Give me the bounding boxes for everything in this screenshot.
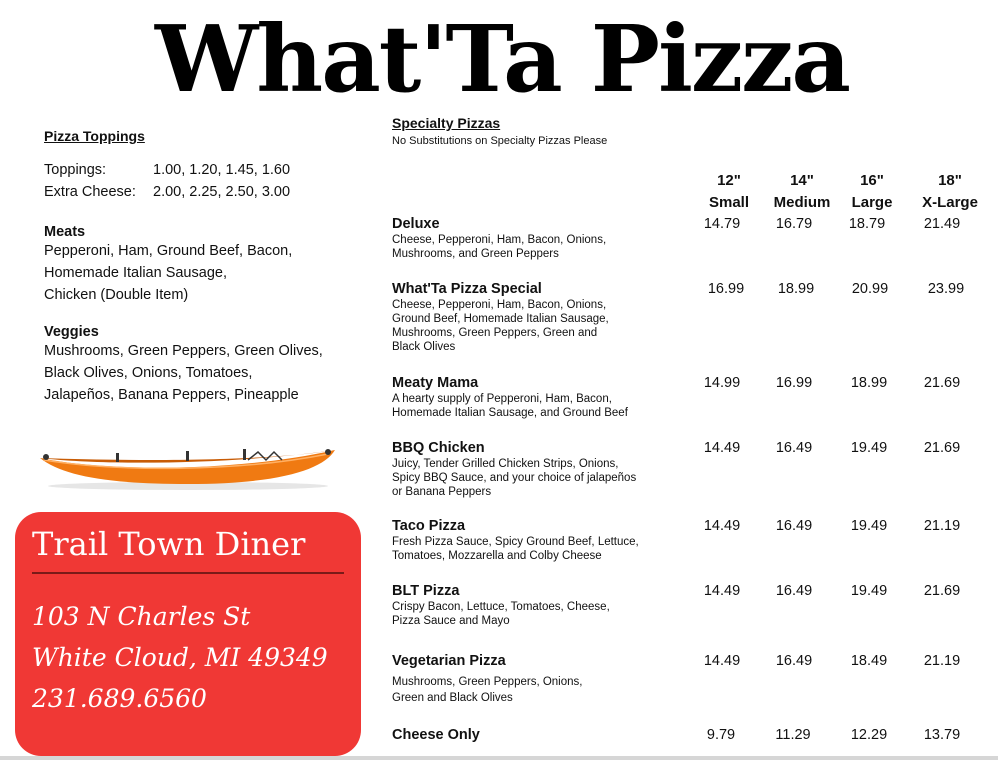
meats-heading: Meats — [44, 224, 86, 240]
desc-line: Mushrooms, Green Peppers, Green and — [392, 327, 598, 339]
veggies-line: Mushrooms, Green Peppers, Green Olives, — [44, 343, 323, 359]
price-small: 16.99 — [707, 281, 745, 297]
pizza-description — [392, 457, 654, 499]
price-small: 14.49 — [703, 583, 741, 599]
price-small: 14.99 — [703, 375, 741, 391]
pizza-name: Taco Pizza — [392, 518, 466, 534]
pizza-item-blt — [392, 582, 992, 628]
price-xlarge: 23.99 — [927, 281, 965, 297]
pizza-name: BLT Pizza — [392, 583, 460, 599]
veggies-line: Jalapeños, Banana Peppers, Pineapple — [44, 387, 299, 403]
meats-line: Pepperoni, Ham, Ground Beef, Bacon, — [44, 243, 293, 259]
price-large: 18.99 — [850, 375, 888, 391]
price-large: 19.49 — [850, 518, 888, 534]
price-medium: 11.29 — [775, 727, 811, 743]
pizza-item-meaty-mama — [392, 374, 992, 420]
specialty-header — [392, 115, 607, 147]
price-small: 14.49 — [703, 518, 741, 534]
price-xlarge: 21.69 — [923, 375, 961, 391]
specialty-subheading: No Substitutions on Specialty Pizzas Please — [392, 135, 608, 147]
desc-line: Cheese, Pepperoni, Ham, Bacon, Onions, — [392, 299, 607, 311]
desc-line: Mushrooms, Green Peppers, Onions, — [392, 676, 583, 688]
address-city: White Cloud, MI 49349 — [32, 643, 328, 672]
size-name: X-Large — [922, 194, 978, 211]
meats-list — [44, 240, 374, 306]
size-name: Small — [708, 194, 750, 211]
price-large: 19.49 — [850, 583, 888, 599]
pizza-item-taco — [392, 517, 992, 563]
extra-cheese-prices: 2.00, 2.25, 2.50, 3.00 — [153, 184, 291, 200]
meats-line: Homemade Italian Sausage, — [44, 265, 227, 281]
diner-info-box — [15, 512, 361, 756]
size-inch: 18" — [938, 172, 962, 189]
veggies-list — [44, 340, 374, 406]
price-xlarge: 21.69 — [923, 583, 961, 599]
size-header-small — [689, 170, 769, 214]
pizza-description — [392, 674, 654, 706]
price-medium: 16.49 — [775, 653, 813, 669]
pizza-item-special — [392, 280, 992, 354]
price-large: 18.79 — [848, 216, 886, 232]
desc-line: Ground Beef, Homemade Italian Sausage, — [392, 313, 609, 325]
desc-line: Fresh Pizza Sauce, Spicy Ground Beef, Lettuce, — [392, 536, 639, 548]
toppings-price-table — [44, 162, 290, 206]
size-header-large — [832, 170, 912, 214]
page-title: What'Ta Pizza — [154, 5, 849, 113]
price-xlarge: 21.19 — [923, 653, 961, 669]
price-small: 14.49 — [703, 653, 741, 669]
desc-line: Cheese, Pepperoni, Ham, Bacon, Onions, — [392, 234, 607, 246]
desc-line: A hearty supply of Pepperoni, Ham, Bacon, — [392, 393, 612, 405]
desc-line: Homemade Italian Sausage, and Ground Beef — [392, 407, 628, 419]
pizza-item-vegetarian — [392, 652, 992, 706]
desc-line: Tomatoes, Mozzarella and Colby Cheese — [392, 550, 602, 562]
veggies-line: Black Olives, Onions, Tomatoes, — [44, 365, 253, 381]
extra-cheese-row — [44, 184, 290, 206]
desc-line: Juicy, Tender Grilled Chicken Strips, Onions, — [392, 458, 619, 470]
pizza-item-bbq-chicken — [392, 439, 992, 499]
toppings-label: Toppings: — [44, 162, 107, 178]
desc-line: Mushrooms, and Green Peppers — [392, 248, 559, 260]
price-medium: 16.49 — [775, 583, 813, 599]
desc-line: Crispy Bacon, Lettuce, Tomatoes, Cheese, — [392, 601, 610, 613]
price-small: 9.79 — [706, 727, 736, 743]
size-inch: 12" — [717, 172, 741, 189]
size-name: Large — [851, 194, 893, 211]
size-name: Medium — [773, 194, 831, 211]
pizza-name: Cheese Only — [392, 727, 480, 743]
price-large: 19.49 — [850, 440, 888, 456]
size-inch: 16" — [860, 172, 884, 189]
price-xlarge: 21.19 — [923, 518, 961, 534]
price-large: 20.99 — [851, 281, 889, 297]
pizza-description — [392, 535, 654, 563]
price-medium: 16.99 — [775, 375, 813, 391]
address-street: 103 N Charles St — [32, 602, 251, 631]
canoe-icon — [38, 442, 338, 492]
size-header-xlarge — [910, 170, 990, 214]
meats-line: Chicken (Double Item) — [44, 287, 189, 303]
pizza-description — [392, 600, 654, 628]
divider — [32, 572, 344, 574]
price-medium: 16.49 — [775, 518, 813, 534]
extra-cheese-label: Extra Cheese: — [44, 184, 136, 200]
pizza-name: What'Ta Pizza Special — [392, 281, 542, 297]
pizza-item-cheese-only — [392, 726, 992, 744]
toppings-row — [44, 162, 290, 184]
desc-line: or Banana Peppers — [392, 486, 492, 498]
pizza-description — [392, 298, 654, 354]
desc-line: Black Olives — [392, 341, 456, 353]
pizza-description — [392, 233, 654, 261]
toppings-heading: Pizza Toppings — [44, 128, 145, 144]
desc-line: Green and Black Olives — [392, 692, 513, 704]
size-inch: 14" — [790, 172, 814, 189]
price-medium: 16.79 — [775, 216, 813, 232]
diner-address — [32, 596, 328, 719]
price-large: 18.49 — [850, 653, 888, 669]
bottom-border — [0, 756, 998, 760]
price-medium: 16.49 — [775, 440, 813, 456]
price-xlarge: 21.69 — [923, 440, 961, 456]
toppings-prices: 1.00, 1.20, 1.45, 1.60 — [153, 162, 291, 178]
pizza-item-deluxe — [392, 215, 992, 261]
toppings-section — [44, 128, 374, 406]
phone-number: 231.689.6560 — [32, 684, 207, 713]
specialty-heading: Specialty Pizzas — [392, 115, 501, 131]
desc-line: Spicy BBQ Sauce, and your choice of jalapeños — [392, 472, 637, 484]
size-header-medium — [762, 170, 842, 214]
price-xlarge: 21.49 — [923, 216, 961, 232]
pizza-name: Deluxe — [392, 216, 440, 232]
price-small: 14.49 — [703, 440, 741, 456]
price-large: 12.29 — [850, 727, 888, 743]
pizza-name: Meaty Mama — [392, 375, 479, 391]
price-small: 14.79 — [703, 216, 741, 232]
price-xlarge: 13.79 — [923, 727, 961, 743]
desc-line: Pizza Sauce and Mayo — [392, 615, 510, 627]
diner-name: Trail Town Diner — [32, 525, 306, 563]
pizza-name: Vegetarian Pizza — [392, 653, 506, 669]
pizza-name: BBQ Chicken — [392, 440, 485, 456]
price-medium: 18.99 — [777, 281, 815, 297]
pizza-description — [392, 392, 654, 420]
veggies-heading: Veggies — [44, 324, 99, 340]
